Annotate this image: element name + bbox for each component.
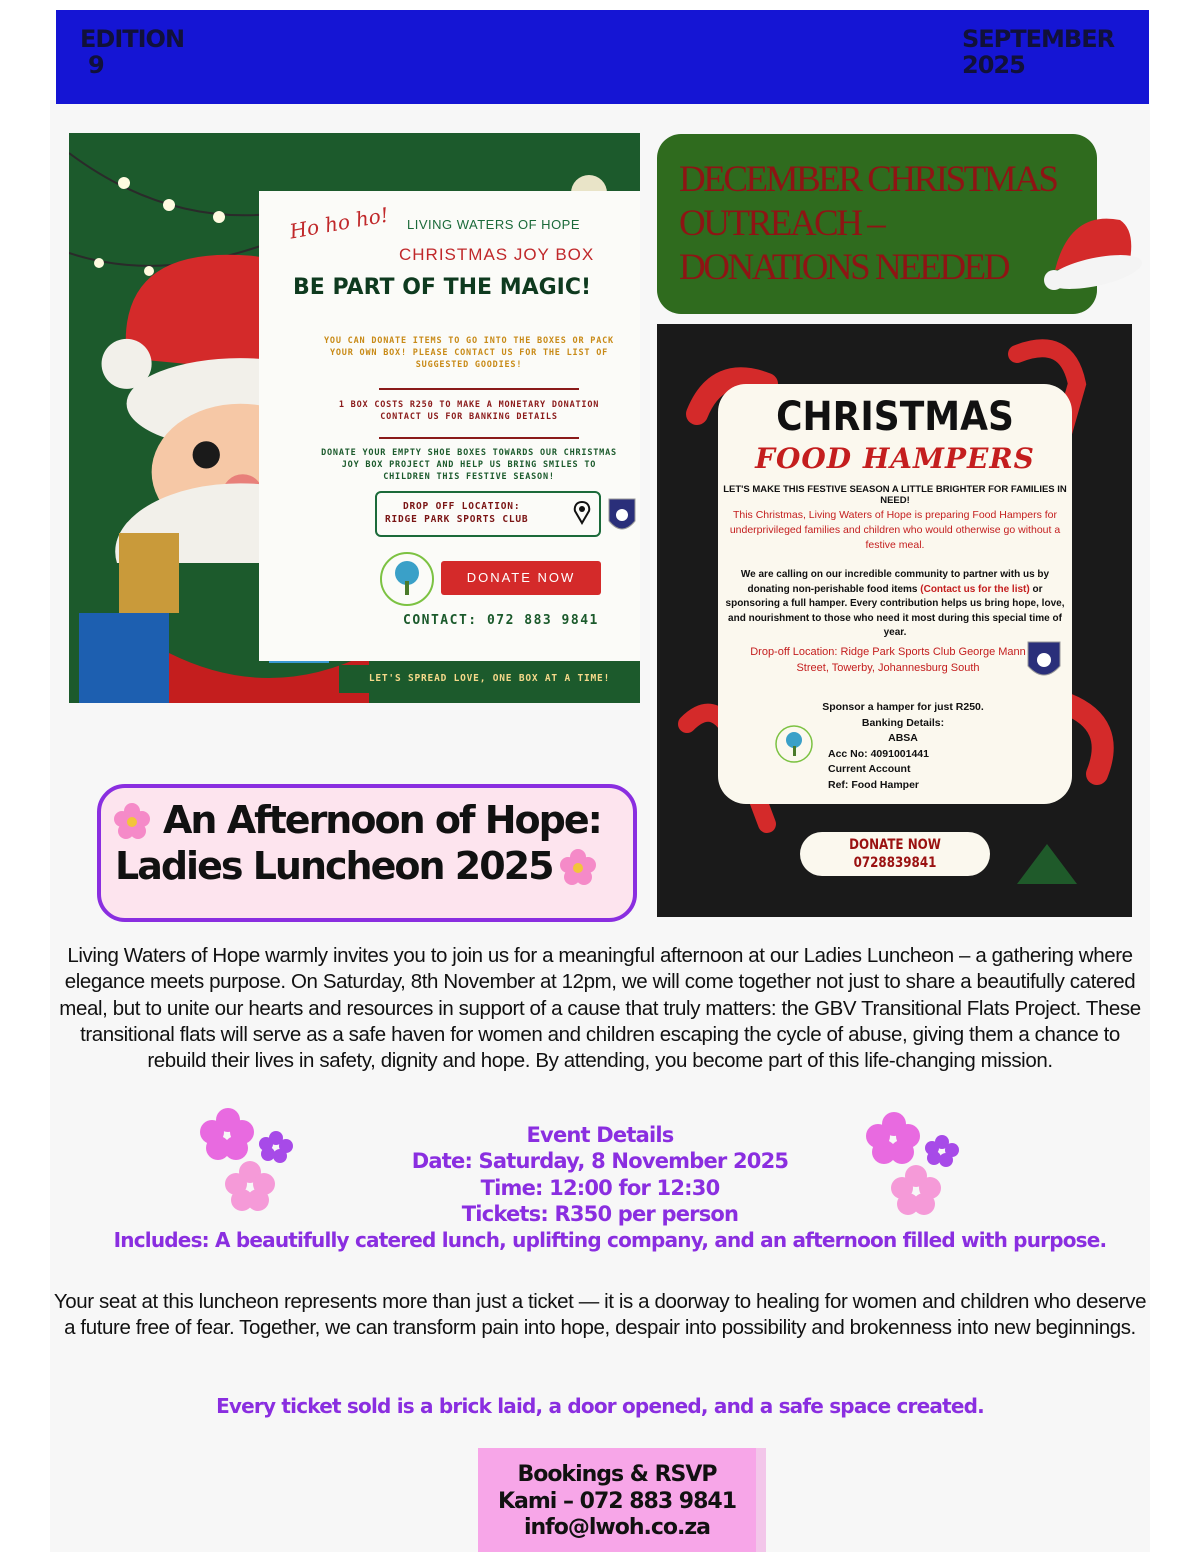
- luncheon-intro: Living Waters of Hope warmly invites you to join us for a meaningful afternoon at our Ladies Luncheon – a gathering where elegance meets purpose. On Saturday, 8th November at 12pm, we will come together not just to share a beautifully catered meal, but to unite our hearts and resources in support of a cause that truly matters: the GBV Transitional Flats Project. These transitional flats will serve as a safe haven for women and children escaping the cycle of abuse, giving them a chance to rebuild their lives in safety, dignity and hope. By attending, you become part of this life-changing mission.: [59, 944, 1141, 1073]
- hamper-paragraph-2: [724, 568, 1066, 641]
- edition-label: EDITION: [80, 25, 185, 53]
- luncheon-title-line-1: An Afternoon of Hope:: [163, 798, 601, 842]
- flower-icon: [113, 802, 151, 840]
- event-time: Time: 12:00 for 12:30: [480, 1175, 720, 1200]
- december-outreach-banner: [657, 134, 1097, 314]
- banking-label: Banking Details:: [861, 716, 945, 729]
- joy-box-card: [259, 191, 640, 661]
- payment-reference: Ref: Food Hamper: [828, 778, 920, 791]
- joy-footer: LET'S SPREAD LOVE, ONE BOX AT A TIME!: [339, 665, 640, 693]
- banner-line-2: OUTREACH –: [679, 203, 884, 244]
- joy-greeting: Ho ho ho!: [287, 202, 391, 244]
- joy-donate-button[interactable]: DONATE NOW: [441, 561, 601, 595]
- account-number: Acc No: 4091001441: [828, 747, 929, 760]
- donate-label: DONATE NOW: [849, 837, 941, 853]
- drop-off-label: DROP OFF LOCATION:: [403, 501, 521, 512]
- event-heading: Event Details: [526, 1123, 674, 1147]
- sponsor-line: Sponsor a hamper for just R250.: [822, 701, 984, 713]
- joy-paragraph-cost: 1 BOX COSTS R250 TO MAKE A MONETARY DONATION CONTACT US FOR BANKING DETAILS: [338, 400, 600, 422]
- hamper-paragraph-1: This Christmas, Living Waters of Hope is preparing Food Hampers for underprivileged families and children who would otherwise go without a festive meal.: [729, 509, 1061, 551]
- luncheon-tagline: Every ticket sold is a brick laid, a door opened, and a safe space created.: [216, 1394, 984, 1418]
- bank-name: ABSA: [888, 732, 918, 744]
- hamper-banking: [788, 700, 1018, 793]
- edition: [80, 26, 184, 78]
- hamper-drop-off: Drop-off Location: Ridge Park Sports Club George Mann Street, Towerby, Johannesburg South: [750, 646, 1026, 674]
- luncheon-title-line-2: Ladies Luncheon 2025: [115, 844, 553, 888]
- donate-number: 0728839841: [853, 855, 937, 871]
- issue-month: SEPTEMBER: [962, 25, 1115, 53]
- joy-drop-off: [375, 491, 601, 537]
- joy-box-poster: [69, 133, 640, 703]
- bookings-box: [478, 1448, 766, 1552]
- header-bar: [56, 10, 1149, 104]
- location-pin-icon: [573, 501, 591, 525]
- edition-number: 9: [88, 51, 104, 79]
- luncheon-title-box: [97, 784, 637, 922]
- hamper-title: CHRISTMAS: [776, 394, 1014, 440]
- food-hampers-poster: [657, 324, 1132, 917]
- para2-start: We are calling on our incredible community to partner with us by donating non-perishable food items: [740, 569, 1050, 595]
- divider: [379, 388, 579, 390]
- para2-end: or sponsoring a full hamper. Every contribution helps us bring hope, love, and nourishment to those who need it most during this special time of year.: [725, 583, 1065, 638]
- joy-org-name: LIVING WATERS OF HOPE: [407, 217, 581, 232]
- event-tickets: Tickets: R350 per person: [461, 1201, 739, 1226]
- divider: [379, 437, 579, 439]
- para2-contact-note: (Contact us for the list): [920, 583, 1030, 595]
- account-type: Current Account: [828, 763, 911, 775]
- joy-paragraph-shoeboxes: DONATE YOUR EMPTY SHOE BOXES TOWARDS OUR CHRISTMAS JOY BOX PROJECT AND HELP US BRING SMILES TO CHILDREN THIS FESTIVE SEASON!: [321, 448, 617, 482]
- banner-line-3: DONATIONS NEEDED: [679, 247, 1008, 288]
- bookings-email[interactable]: info@lwoh.co.za: [523, 1515, 711, 1540]
- hamper-card: [718, 384, 1072, 804]
- hamper-tagline: LET'S MAKE THIS FESTIVE SEASON A LITTLE BRIGHTER FOR FAMILIES IN NEED!: [723, 484, 1067, 506]
- issue-year: 2025: [962, 51, 1025, 79]
- issue-date: [962, 26, 1114, 78]
- luncheon-closing: Your seat at this luncheon represents more than just a ticket — it is a doorway to healing for women and children who deserve a future free of fear. Together, we can transform pain into hope, despair into possibility and brokenness into new beginnings.: [53, 1290, 1147, 1340]
- tree-logo-icon: [379, 551, 435, 607]
- bookings-contact: Kami – 072 883 9841: [497, 1488, 737, 1514]
- santa-hat-icon: [1040, 200, 1150, 300]
- joy-box-title: CHRISTMAS JOY BOX: [399, 245, 595, 264]
- event-includes: Includes: A beautifully catered lunch, uplifting company, and an afternoon filled with purpose.: [113, 1228, 1107, 1252]
- club-badge-icon: [607, 497, 637, 537]
- hamper-donate-button[interactable]: [800, 832, 990, 876]
- joy-paragraph-items: YOU CAN DONATE ITEMS TO GO INTO THE BOXES OR PACK YOUR OWN BOX! PLEASE CONTACT US FOR THE LIST OF SUGGESTED GOODIES!: [324, 336, 614, 370]
- joy-headline: BE PART OF THE MAGIC!: [293, 275, 592, 300]
- hamper-subtitle: FOOD HAMPERS: [755, 442, 1035, 475]
- bookings-heading: Bookings & RSVP: [517, 1462, 717, 1487]
- event-date: Date: Saturday, 8 November 2025: [411, 1149, 789, 1174]
- flower-icon: [559, 848, 597, 886]
- drop-off-place: RIDGE PARK SPORTS CLUB: [385, 514, 529, 525]
- flower-icon: [866, 1110, 966, 1220]
- joy-contact: CONTACT: 072 883 9841: [403, 613, 599, 628]
- club-badge-icon: [1026, 640, 1062, 684]
- banner-line-1: DECEMBER CHRISTMAS: [679, 159, 1057, 200]
